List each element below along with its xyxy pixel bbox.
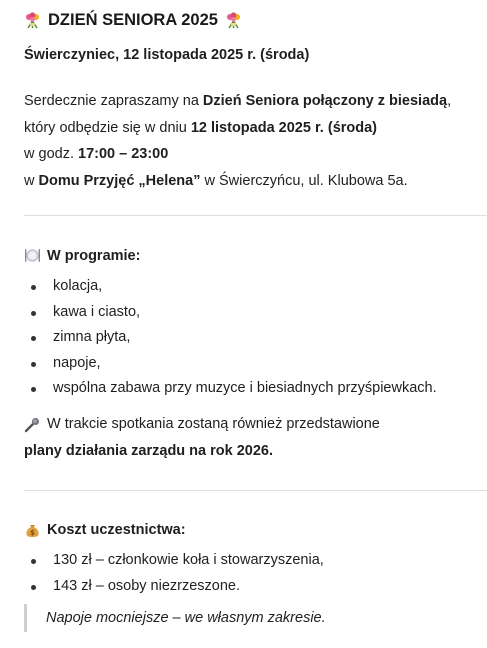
- intro-line: który odbędzie się w dniu 12 listopada 2025 r. (środa): [24, 119, 378, 136]
- page-title-row: [24, 11, 242, 30]
- page-title: DZIEŃ SENIORA 2025: [48, 11, 218, 29]
- plans-line: W trakcie spotkania zostaną również przedstawione: [47, 416, 380, 432]
- list-item: kolacja,: [24, 274, 437, 300]
- intro-paragraph: [24, 88, 451, 194]
- intro-line: w Domu Przyjęć „Helena” w Świerczyńcu, ul. Klubowa 5a.: [24, 172, 408, 189]
- list-item: zimna płyta,: [24, 325, 437, 351]
- cost-heading-row: [24, 521, 186, 538]
- bouquet-icon: [24, 12, 41, 29]
- intro-line: w godz. 17:00 – 23:00: [24, 146, 169, 162]
- plans-line-bold: plany działania zarządu na rok 2026.: [24, 442, 274, 459]
- section-divider: [24, 490, 487, 491]
- list-item: 130 zł – członkowie koła i stowarzyszenia,: [24, 548, 324, 574]
- list-item: wspólna zabawa przy muzyce i biesiadnych przyśpiewkach.: [24, 376, 437, 402]
- microphone-icon: [24, 416, 41, 433]
- bouquet-icon: [225, 12, 242, 29]
- intro-line: Serdecznie zapraszamy na Dzień Seniora połączony z biesiadą,: [24, 93, 452, 109]
- plate-icon: [24, 247, 41, 264]
- money-bag-icon: [24, 521, 41, 538]
- program-list: [24, 274, 437, 402]
- list-item: 143 zł – osoby niezrzeszone.: [24, 574, 324, 600]
- cost-list: [24, 548, 324, 599]
- list-item: kawa i ciasto,: [24, 300, 437, 326]
- program-heading-row: [24, 247, 140, 264]
- svg-text:$: $: [30, 529, 35, 537]
- cost-heading: Koszt uczestnictwa:: [47, 521, 186, 538]
- plans-note: [24, 411, 380, 464]
- event-subtitle: Świerczyniec, 12 listopada 2025 r. (środa): [24, 47, 310, 63]
- list-item: napoje,: [24, 351, 437, 377]
- blockquote-note: Napoje mocniejsze – we własnym zakresie.: [24, 604, 326, 632]
- program-heading: W programie:: [47, 247, 141, 264]
- section-divider: [24, 215, 487, 216]
